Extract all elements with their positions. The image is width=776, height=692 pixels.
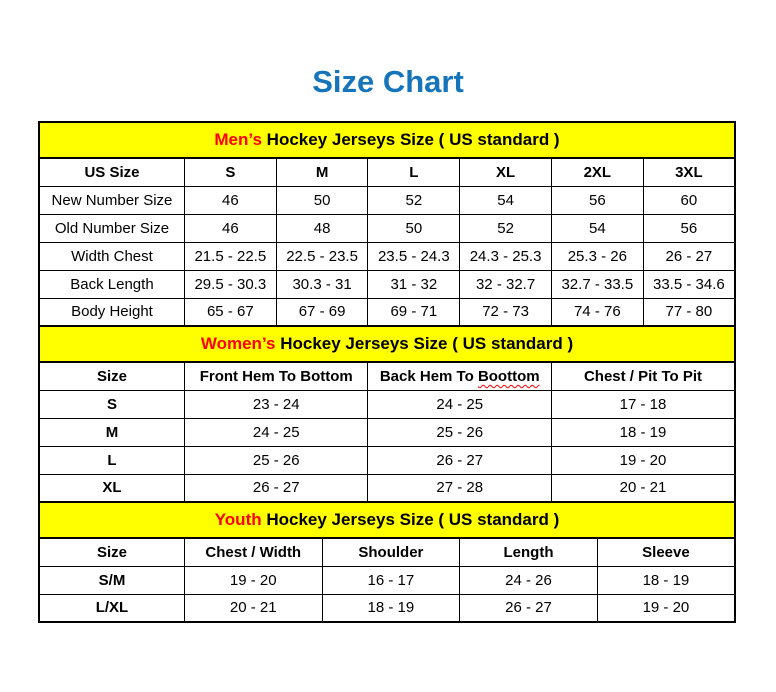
table-row xyxy=(39,298,735,326)
size-value-cell: 26 - 27 xyxy=(460,594,598,622)
size-value-cell: 24.3 - 25.3 xyxy=(460,242,552,270)
table-row xyxy=(39,242,735,270)
column-header: Size xyxy=(39,538,184,566)
size-value-cell: 27 - 28 xyxy=(368,474,552,502)
banner-emphasis: Women’s xyxy=(200,334,276,353)
row-label: L/XL xyxy=(39,594,184,622)
size-value-cell: 31 - 32 xyxy=(368,270,460,298)
table-row xyxy=(39,474,735,502)
table-row xyxy=(39,270,735,298)
size-value-cell: 33.5 - 34.6 xyxy=(643,270,735,298)
size-value-cell: 19 - 20 xyxy=(551,446,735,474)
youth-banner xyxy=(38,501,736,539)
size-value-cell: 72 - 73 xyxy=(460,298,552,326)
row-label: Body Height xyxy=(39,298,184,326)
row-label: S/M xyxy=(39,566,184,594)
banner-emphasis: Men’s xyxy=(214,130,262,149)
size-value-cell: 16 - 17 xyxy=(322,566,460,594)
banner-emphasis: Youth xyxy=(214,510,262,529)
row-label: Old Number Size xyxy=(39,214,184,242)
column-header xyxy=(368,362,552,390)
size-value-cell: 69 - 71 xyxy=(368,298,460,326)
column-header: 2XL xyxy=(551,158,643,186)
size-value-cell: 74 - 76 xyxy=(551,298,643,326)
column-header: Size xyxy=(39,362,184,390)
size-value-cell: 18 - 19 xyxy=(322,594,460,622)
size-value-cell: 30.3 - 31 xyxy=(276,270,368,298)
size-value-cell: 56 xyxy=(551,186,643,214)
size-value-cell: 24 - 25 xyxy=(368,390,552,418)
size-value-cell: 52 xyxy=(368,186,460,214)
size-value-cell: 32 - 32.7 xyxy=(460,270,552,298)
row-label: S xyxy=(39,390,184,418)
mens-size-table xyxy=(38,157,736,327)
size-chart-container xyxy=(38,121,736,623)
misspelled-word: Boottom xyxy=(477,367,540,385)
size-value-cell: 25 - 26 xyxy=(184,446,368,474)
header-row xyxy=(39,538,735,566)
banner-text: Hockey Jerseys Size ( US standard ) xyxy=(275,334,574,353)
banner-text: Hockey Jerseys Size ( US standard ) xyxy=(261,510,560,529)
table-row xyxy=(39,566,735,594)
womens-banner xyxy=(38,325,736,363)
table-row xyxy=(39,446,735,474)
table-row xyxy=(39,214,735,242)
size-value-cell: 18 - 19 xyxy=(597,566,735,594)
size-section-youth xyxy=(38,501,736,623)
column-header: S xyxy=(184,158,276,186)
column-header: Length xyxy=(460,538,598,566)
table-row xyxy=(39,390,735,418)
size-value-cell: 22.5 - 23.5 xyxy=(276,242,368,270)
size-value-cell: 23 - 24 xyxy=(184,390,368,418)
size-value-cell: 60 xyxy=(643,186,735,214)
column-header-text: Back Hem To xyxy=(379,367,478,385)
table-row xyxy=(39,594,735,622)
size-value-cell: 25.3 - 26 xyxy=(551,242,643,270)
size-value-cell: 54 xyxy=(460,186,552,214)
row-label: Back Length xyxy=(39,270,184,298)
size-value-cell: 26 - 27 xyxy=(184,474,368,502)
size-value-cell: 19 - 20 xyxy=(597,594,735,622)
size-value-cell: 48 xyxy=(276,214,368,242)
column-header: L xyxy=(368,158,460,186)
size-value-cell: 46 xyxy=(184,214,276,242)
row-label: Width Chest xyxy=(39,242,184,270)
size-value-cell: 24 - 26 xyxy=(460,566,598,594)
table-row xyxy=(39,418,735,446)
row-label: L xyxy=(39,446,184,474)
size-value-cell: 18 - 19 xyxy=(551,418,735,446)
row-label: XL xyxy=(39,474,184,502)
column-header: US Size xyxy=(39,158,184,186)
size-value-cell: 24 - 25 xyxy=(184,418,368,446)
youth-size-table xyxy=(38,537,736,623)
column-header: Front Hem To Bottom xyxy=(184,362,368,390)
size-value-cell: 50 xyxy=(276,186,368,214)
size-value-cell: 23.5 - 24.3 xyxy=(368,242,460,270)
size-value-cell: 65 - 67 xyxy=(184,298,276,326)
size-value-cell: 29.5 - 30.3 xyxy=(184,270,276,298)
size-value-cell: 77 - 80 xyxy=(643,298,735,326)
size-value-cell: 20 - 21 xyxy=(184,594,322,622)
size-value-cell: 25 - 26 xyxy=(368,418,552,446)
size-value-cell: 52 xyxy=(460,214,552,242)
column-header: Shoulder xyxy=(322,538,460,566)
size-value-cell: 26 - 27 xyxy=(643,242,735,270)
size-value-cell: 46 xyxy=(184,186,276,214)
column-header: Chest / Pit To Pit xyxy=(551,362,735,390)
column-header: M xyxy=(276,158,368,186)
table-row xyxy=(39,186,735,214)
mens-banner xyxy=(38,121,736,159)
page-title: Size Chart xyxy=(312,64,464,99)
size-value-cell: 54 xyxy=(551,214,643,242)
row-label: New Number Size xyxy=(39,186,184,214)
size-value-cell: 19 - 20 xyxy=(184,566,322,594)
size-value-cell: 50 xyxy=(368,214,460,242)
header-row xyxy=(39,158,735,186)
womens-size-table xyxy=(38,361,736,503)
banner-text: Hockey Jerseys Size ( US standard ) xyxy=(261,130,560,149)
size-value-cell: 21.5 - 22.5 xyxy=(184,242,276,270)
column-header: Chest / Width xyxy=(184,538,322,566)
header-row xyxy=(39,362,735,390)
size-section-womens xyxy=(38,325,736,503)
column-header: Sleeve xyxy=(597,538,735,566)
column-header: 3XL xyxy=(643,158,735,186)
row-label: M xyxy=(39,418,184,446)
size-value-cell: 17 - 18 xyxy=(551,390,735,418)
column-header: XL xyxy=(460,158,552,186)
size-section-mens xyxy=(38,121,736,327)
size-value-cell: 56 xyxy=(643,214,735,242)
size-value-cell: 32.7 - 33.5 xyxy=(551,270,643,298)
size-value-cell: 26 - 27 xyxy=(368,446,552,474)
size-value-cell: 67 - 69 xyxy=(276,298,368,326)
size-value-cell: 20 - 21 xyxy=(551,474,735,502)
